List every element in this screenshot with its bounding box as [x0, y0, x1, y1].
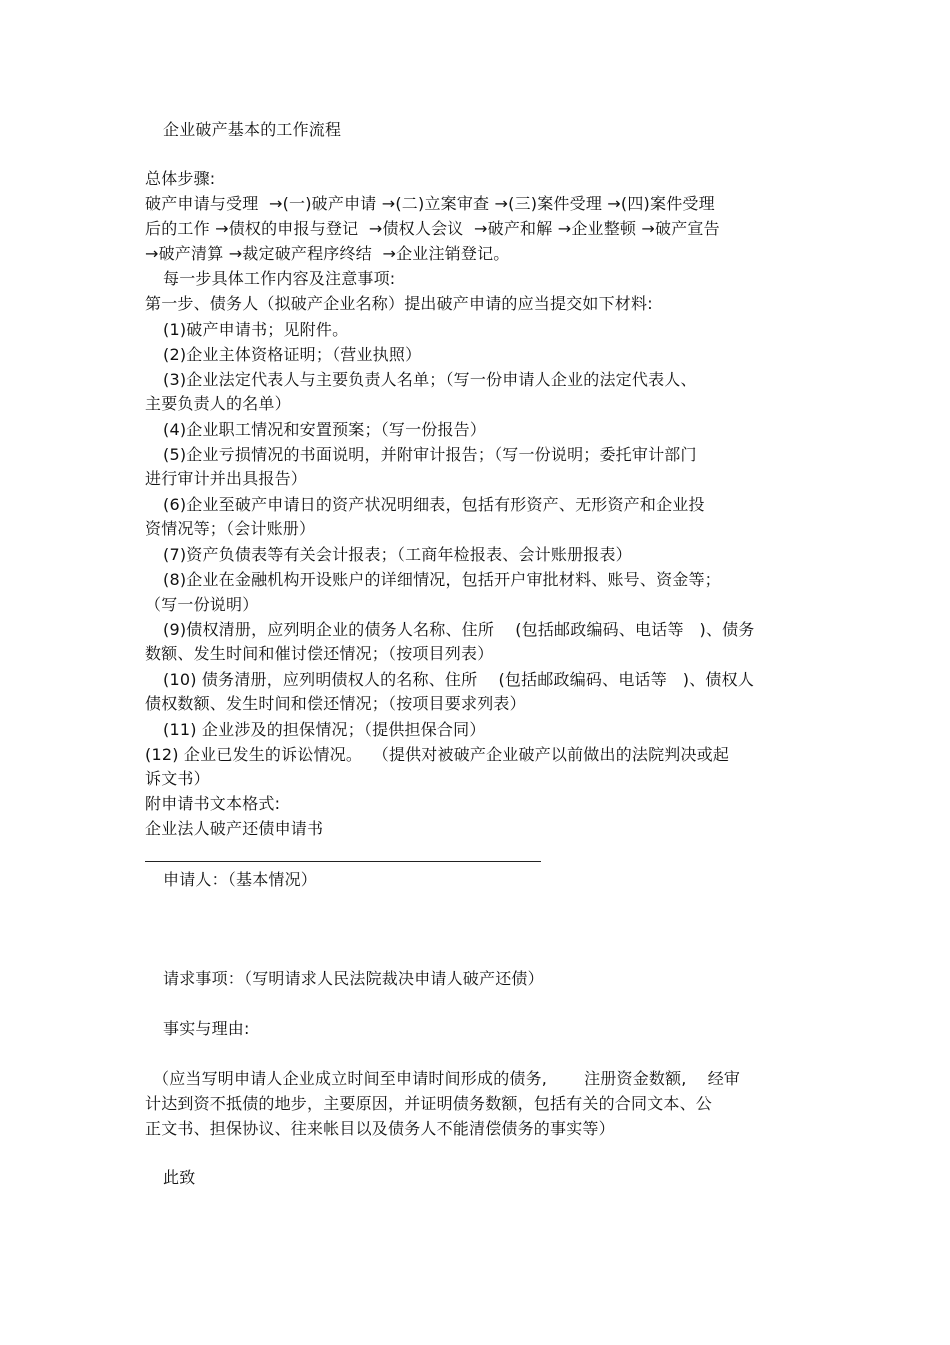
facts-text-line: 正文书、担保协议、往来帐目以及债务人不能清偿债务的事实等）: [145, 1119, 615, 1138]
closing-line: 此致: [163, 1168, 196, 1187]
material-item: 主要负责人的名单）: [145, 394, 291, 413]
material-item: (9)债权清册，应列明企业的债务人名称、住所 (包括邮政编码、电话等 )、债务: [163, 620, 755, 639]
overall-steps-label: 总体步骤:: [145, 169, 216, 188]
material-item: (3)企业法定代表人与主要负责人名单；（写一份申请人企业的法定代表人、: [163, 370, 697, 389]
material-item: 资情况等；（会计账册）: [145, 519, 316, 538]
material-item: (1)破产申请书；见附件。: [163, 320, 349, 339]
facts-text-line: （应当写明申请人企业成立时间至申请时间形成的债务, 注册资金数额, 经审: [153, 1069, 741, 1088]
flow-line: 后的工作 →债权的申报与登记 →债权人会议 →破产和解 →企业整顿 →破产宣告: [145, 219, 720, 238]
material-item: (2)企业主体资格证明；（营业执照）: [163, 345, 422, 364]
flow-line: 破产申请与受理 →(一)破产申请 →(二)立案审查 →(三)案件受理 →(四)案件受理: [145, 194, 715, 213]
material-item: 诉文书）: [145, 769, 210, 788]
material-item: (7)资产负债表等有关会计报表；（工商年检报表、会计账册报表）: [163, 545, 632, 564]
applicant-line: 申请人：（基本情况）: [163, 870, 318, 889]
step-one-heading: 第一步、债务人（拟破产企业名称）提出破产申请的应当提交如下材料:: [145, 294, 653, 313]
material-item: (11) 企业涉及的担保情况；（提供担保合同）: [163, 720, 486, 739]
facts-label: 事实与理由:: [163, 1019, 250, 1038]
material-item: 数额、发生时间和催讨偿还情况；（按项目列表）: [145, 644, 494, 663]
flow-line: →破产清算 →裁定破产程序终结 →企业注销登记。: [145, 244, 510, 263]
document-title: 企业破产基本的工作流程: [163, 120, 342, 139]
facts-text-line: 计达到资不抵债的地步，主要原因，并证明债务数额，包括有关的合同文本、公: [145, 1094, 713, 1113]
each-step-label: 每一步具体工作内容及注意事项:: [163, 269, 396, 288]
material-item: (4)企业职工情况和安置预案；（写一份报告）: [163, 420, 487, 439]
material-item: 进行审计并出具报告）: [145, 469, 308, 488]
material-item: 债权数额、发生时间和偿还情况；（按项目要求列表）: [145, 694, 526, 713]
material-item: (8)企业在金融机构开设账户的详细情况，包括开户审批材料、账号、资金等；: [163, 570, 721, 589]
material-item: (12) 企业已发生的诉讼情况。 （提供对被破产企业破产以前做出的法院判决或起: [145, 745, 730, 764]
request-line: 请求事项：（写明请求人民法院裁决申请人破产还债）: [163, 969, 544, 988]
material-item: （写一份说明）: [145, 595, 259, 614]
signature-line: [145, 861, 541, 862]
form-title: 企业法人破产还债申请书: [145, 819, 324, 838]
appendix-label: 附申请书文本格式:: [145, 794, 281, 813]
material-item: (6)企业至破产申请日的资产状况明细表，包括有形资产、无形资产和企业投: [163, 495, 705, 514]
material-item: (5)企业亏损情况的书面说明，并附审计报告；（写一份说明；委托审计部门: [163, 445, 697, 464]
material-item: (10) 债务清册，应列明债权人的名称、住所 (包括邮政编码、电话等 )、债权人: [163, 670, 755, 689]
